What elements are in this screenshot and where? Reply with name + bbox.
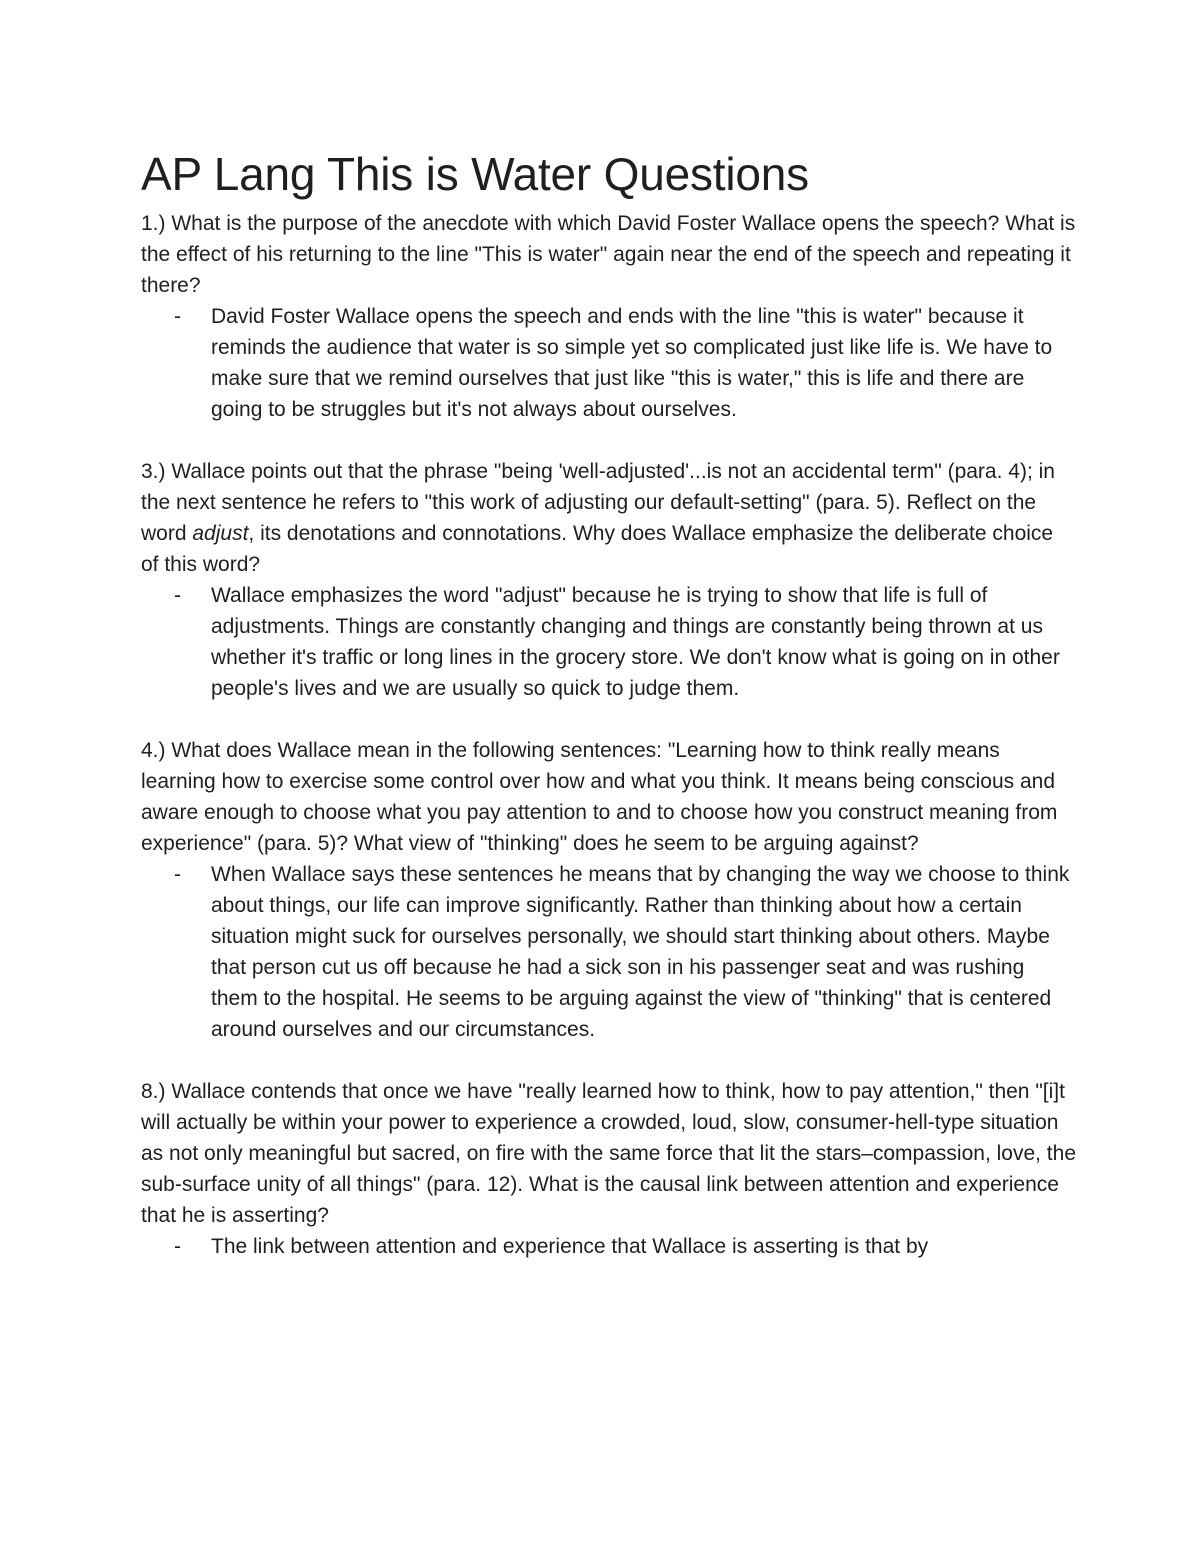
answer-1 [141, 301, 1076, 425]
paragraph-gap [141, 1045, 1076, 1076]
question-3-text-start: 3.) Wallace points out that the phrase "being 'well-adjusted'...is not an accidental term" (para. 4); in the next sentence he refers to "this work of adjusting our default-setting" (para. 5). Reflect on the word [141, 460, 1055, 545]
document-page [141, 142, 1076, 1262]
document-title: AP Lang This is Water Questions [141, 148, 809, 200]
question-3-text-end: , its denotations and connotations. Why does Wallace emphasize the deliberate choice of this word? [141, 522, 1054, 576]
bullet-dash: - [174, 1235, 181, 1258]
paragraph-gap [141, 704, 1076, 735]
question-3 [141, 456, 1076, 580]
answer-8 [141, 1231, 1076, 1262]
answer-3-text: Wallace emphasizes the word "adjust" because he is trying to show that life is full of adjustments. Things are constantly changing and things are constantly being thrown at us whether it's traffic or long lines in the grocery store. We don't know what is going on in other people's lives and we are usually so quick to judge them. [211, 584, 1060, 700]
bullet-dash: - [174, 305, 181, 328]
answer-3 [141, 580, 1076, 704]
bullet-dash: - [174, 584, 181, 607]
question-8: 8.) Wallace contends that once we have "really learned how to think, how to pay attention," then "[i]t will actually be within your power to experience a crowded, loud, slow, consumer-hell-type situation as not only meaningful but sacred, on fire with the same force that lit the stars–compassion, love, the sub-surface unity of all things" (para. 12). What is the causal link between attention and experience that he is asserting? [141, 1080, 1076, 1227]
question-4: 4.) What does Wallace mean in the following sentences: "Learning how to think really means learning how to exercise some control over how and what you think. It means being conscious and aware enough to choose what you pay attention to and to choose how you construct meaning from experience" (para. 5)? What view of "thinking" does he seem to be arguing against? [141, 739, 1058, 855]
question-1: 1.) What is the purpose of the anecdote with which David Foster Wallace opens the speech? What is the effect of his returning to the line "This is water" again near the end of the speech and repeating it there? [141, 212, 1076, 297]
bullet-dash: - [174, 863, 181, 886]
answer-1-text: David Foster Wallace opens the speech and ends with the line "this is water" because it reminds the audience that water is so simple yet so complicated just like life is. We have to make sure that we remind ourselves that just like "this is water," this is life and there are going to be struggles but it's not always about ourselves. [211, 305, 1053, 421]
answer-8-text: The link between attention and experience that Wallace is asserting is that by [211, 1235, 929, 1258]
answer-4 [141, 859, 1076, 1045]
paragraph-gap [141, 425, 1076, 456]
answer-4-text: When Wallace says these sentences he means that by changing the way we choose to think about things, our life can improve significantly. Rather than thinking about how a certain situation might suck for ourselves personally, we should start thinking about others. Maybe that person cut us off because he had a sick son in his passenger seat and was rushing them to the hospital. He seems to be arguing against the view of "thinking" that is centered around ourselves and our circumstances. [211, 863, 1070, 1041]
question-3-emphasis: adjust [192, 522, 249, 545]
